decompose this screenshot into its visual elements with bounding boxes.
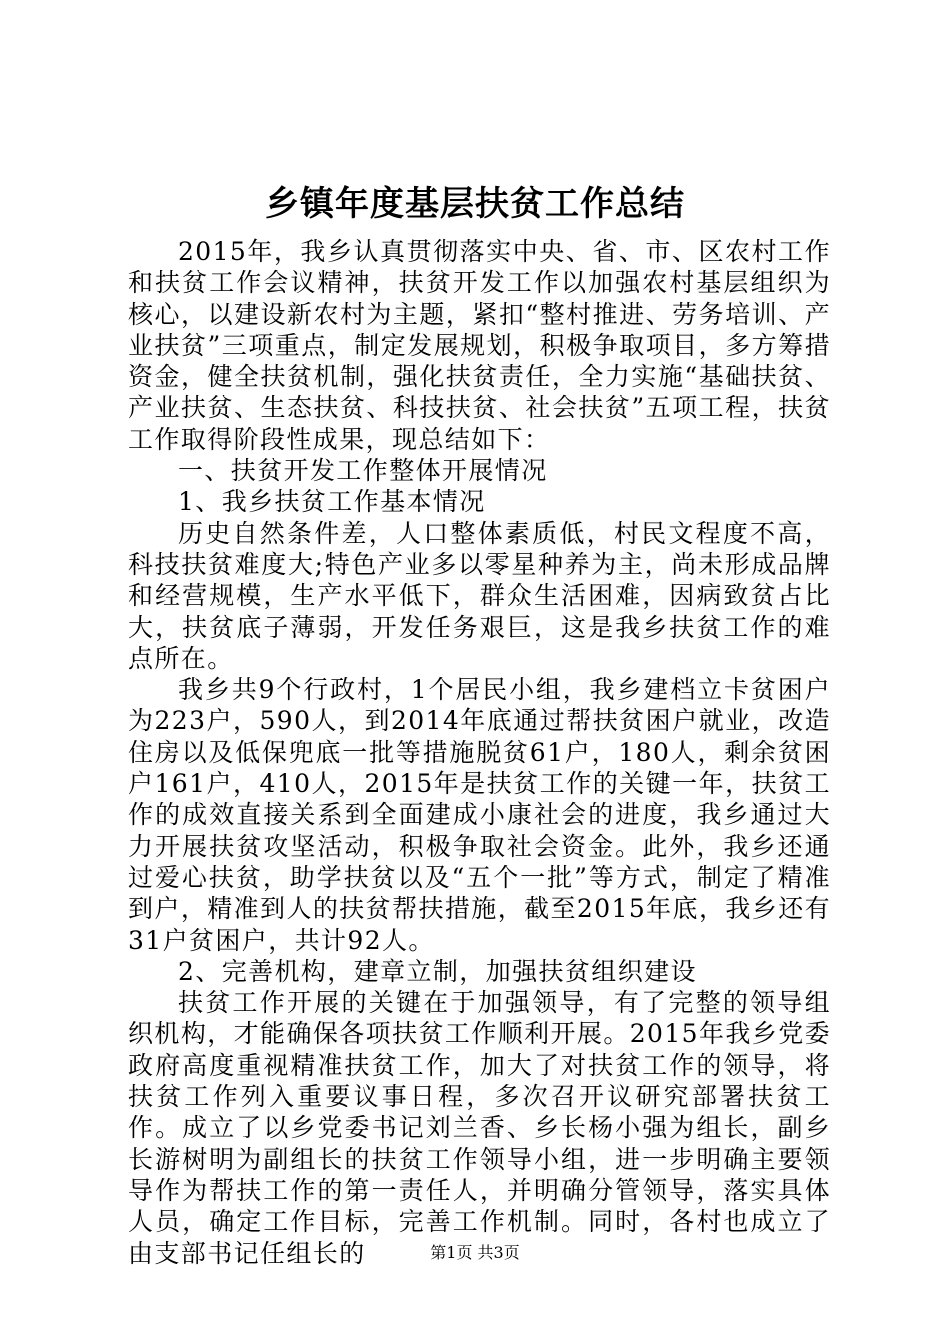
subsection-heading-1: 1、我乡扶贫工作基本情况 (178, 487, 486, 517)
intro-paragraph: 2015年，我乡认真贯彻落实中央、省、市、区农村工作和扶贫工作会议精神，扶贫开发工作以加强农村基层组织为核心，以建设新农村为主题，紧扣“整村推进、劳务培训、产业扶贫”三项重点，制定发展规划，积极争取项目，多方筹措资金，健全扶贫机制，强化扶贫责任，全力实施“基础扶贫、产业扶贫、生态扶贫、科技扶贫、社会扶贫”五项工程，扶贫工作取得阶段性成果，现总结如下： (128, 237, 831, 454)
document-title: 乡镇年度基层扶贫工作总结 (265, 184, 685, 224)
organization-paragraph: 扶贫工作开展的关键在于加强领导，有了完整的领导组织机构，才能确保各项扶贫工作顺利开展。2015年我乡党委政府高度重视精准扶贫工作，加大了对扶贫工作的领导，将扶贫工作列入重要议事日程，多次召开议研究部署扶贫工作。成立了以乡党委书记刘兰香、乡长杨小强为组长，副乡长游树明为副组长的扶贫工作领导小组，进一步明确主要领导作为帮扶工作的第一责任人，并明确分管领导，落实具体人员，确定工作目标，完善工作机制。同时，各村也成立了由支部书记任组长的 (128, 988, 831, 1268)
statistics-paragraph: 我乡共9个行政村，1个居民小组，我乡建档立卡贫困户为223户，590人，到2014年底通过帮扶贫困户就业，改造住房以及低保兜底一批等措施脱贫61户，180人，剩余贫困户161户，410人，2015年是扶贫工作的关键一年，扶贫工作的成效直接关系到全面建成小康社会的进度，我乡通过大力开展扶贫攻坚活动，积极争取社会资金。此外，我乡还通过爱心扶贫，助学扶贫以及“五个一批”等方式，制定了精准到户，精准到人的扶贫帮扶措施，截至2015年底，我乡还有31户贫困户，共计92人。 (128, 675, 831, 955)
subsection-heading-2: 2、完善机构，建章立制，加强扶贫组织建设 (178, 956, 697, 986)
document-body (128, 236, 831, 1269)
section-heading-1: 一、扶贫开发工作整体开展情况 (178, 456, 548, 486)
difficulty-paragraph: 历史自然条件差，人口整体素质低，村民文程度不高，科技扶贫难度大;特色产业多以零星种养为主，尚未形成品牌和经营规模，生产水平低下，群众生活困难，因病致贫占比大，扶贫底子薄弱，开发任务艰巨，这是我乡扶贫工作的难点所在。 (128, 518, 831, 673)
page-number-footer: 第1页 共3页 (430, 1243, 520, 1262)
